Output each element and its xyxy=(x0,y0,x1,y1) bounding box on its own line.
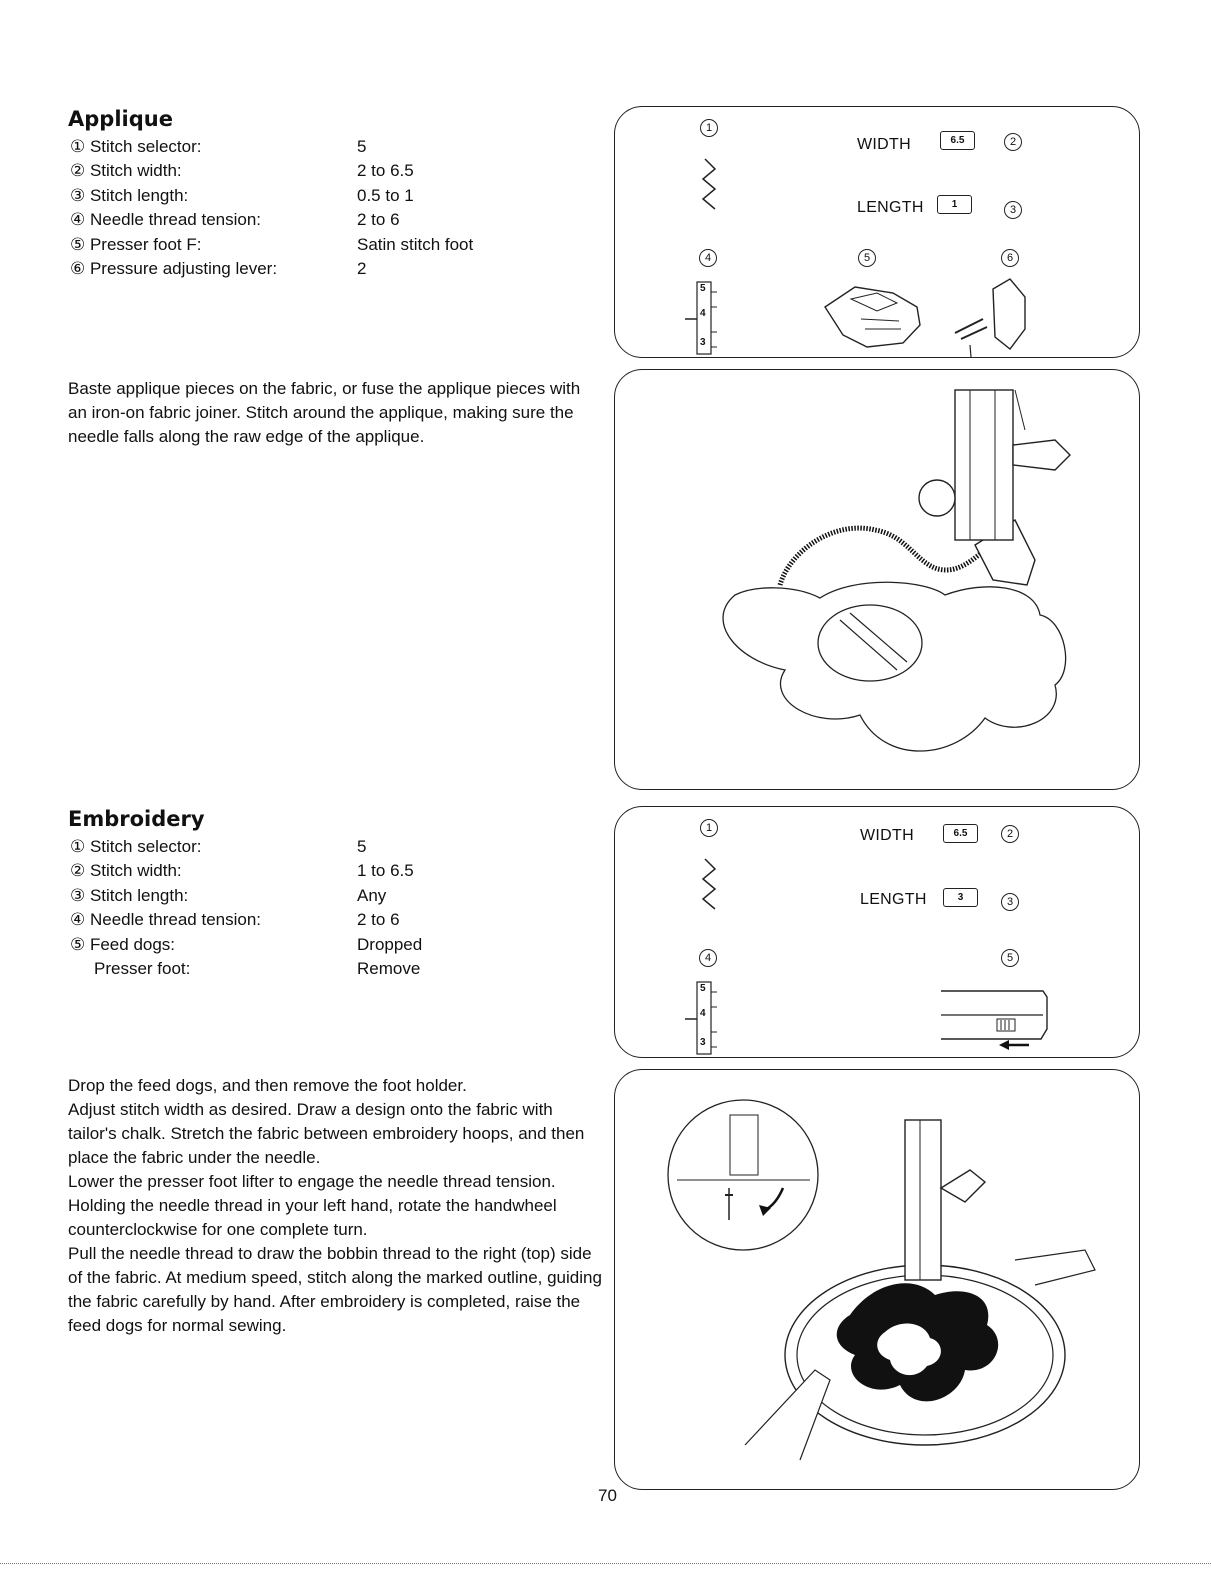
setting-value: Satin stitch foot xyxy=(357,234,474,254)
callout-6: 6 xyxy=(1001,249,1019,267)
callout-3: 3 xyxy=(1004,201,1022,219)
tension-mark-5: 5 xyxy=(700,983,706,994)
callout-1: 1 xyxy=(700,119,718,137)
callout-2: 2 xyxy=(1004,133,1022,151)
length-label: LENGTH xyxy=(857,199,924,216)
setting-label: ② Stitch width: xyxy=(70,161,182,181)
embroidery-settings xyxy=(70,835,550,981)
setting-row xyxy=(70,933,550,957)
setting-label: ③ Stitch length: xyxy=(70,185,189,205)
callout-5: 5 xyxy=(1001,949,1019,967)
setting-row xyxy=(70,257,550,281)
setting-row xyxy=(70,835,550,859)
callout-4: 4 xyxy=(699,949,717,967)
setting-row xyxy=(70,884,550,908)
instruction-paragraph: Adjust stitch width as desired. Draw a design onto the fabric with tailor's chalk. Stretch the fabric between embroidery hoops, and then place the fabric under the needle. xyxy=(68,1100,585,1167)
applique-title: Applique xyxy=(68,107,173,131)
length-dial: 1 xyxy=(937,195,972,214)
embroidery-title: Embroidery xyxy=(68,807,205,831)
tension-mark-4: 4 xyxy=(700,1008,706,1019)
setting-row xyxy=(70,208,550,232)
tension-mark-3: 3 xyxy=(700,1037,706,1048)
setting-row xyxy=(70,859,550,883)
setting-label: ④ Needle thread tension: xyxy=(70,210,262,230)
tension-mark-5: 5 xyxy=(700,283,706,294)
setting-label: ③ Stitch length: xyxy=(70,885,189,905)
setting-value: 2 xyxy=(357,258,367,278)
setting-value: 5 xyxy=(357,137,367,156)
setting-value: 2 to 6 xyxy=(357,210,400,230)
callout-3: 3 xyxy=(1001,893,1019,911)
setting-row xyxy=(70,184,550,208)
setting-label: ④ Needle thread tension: xyxy=(70,910,262,930)
callout-5: 5 xyxy=(858,249,876,267)
length-label: LENGTH xyxy=(860,891,927,908)
instruction-paragraph: Pull the needle thread to draw the bobbin thread to the right (top) side of the fabric. At medium speed, stitch along the marked outline, guiding the fabric carefully by hand. After embroidery is completed, raise the feed dogs for normal sewing. xyxy=(68,1244,602,1335)
applique-illustration xyxy=(614,369,1140,790)
setting-label: ⑤ Feed dogs: xyxy=(70,934,176,954)
setting-value: 1 to 6.5 xyxy=(357,861,414,881)
callout-2: 2 xyxy=(1001,825,1019,843)
setting-row xyxy=(70,135,550,159)
applique-settings xyxy=(70,135,550,281)
applique-settings-panel xyxy=(614,106,1140,358)
embroidery-instructions xyxy=(68,1074,603,1338)
embroidery-illustration xyxy=(614,1069,1140,1490)
tension-mark-4: 4 xyxy=(700,308,706,319)
setting-label: Presser foot: xyxy=(94,958,191,978)
callout-1: 1 xyxy=(700,819,718,837)
width-label: WIDTH xyxy=(857,136,911,153)
setting-value: 0.5 to 1 xyxy=(357,185,414,205)
tension-mark-3: 3 xyxy=(700,337,706,348)
setting-value: 2 to 6 xyxy=(357,910,400,930)
setting-value: 2 to 6.5 xyxy=(357,161,414,181)
instruction-paragraph: Lower the presser foot lifter to engage the needle thread tension. Holding the needle thread in your left hand, rotate the handwheel counterclockwise for one complete turn. xyxy=(68,1172,557,1239)
width-dial: 6.5 xyxy=(940,131,975,150)
setting-row xyxy=(70,957,550,981)
width-dial: 6.5 xyxy=(943,824,978,843)
setting-label: ① Stitch selector: xyxy=(70,837,202,856)
flower-applique-illustration xyxy=(615,370,1140,790)
embroidery-hoop-illustration xyxy=(615,1070,1140,1490)
setting-label: ② Stitch width: xyxy=(70,861,182,881)
callout-4: 4 xyxy=(699,249,717,267)
embroidery-settings-panel xyxy=(614,806,1140,1058)
setting-label: ⑤ Presser foot F: xyxy=(70,234,202,254)
setting-value: Dropped xyxy=(357,934,423,954)
page-edge-divider xyxy=(0,1563,1211,1565)
setting-label: ⑥ Pressure adjusting lever: xyxy=(70,258,278,278)
setting-value: Any xyxy=(357,885,387,905)
length-dial: 3 xyxy=(943,888,978,907)
applique-instructions: Baste applique pieces on the fabric, or fuse the applique pieces with an iron-on fabric joiner. Stitch around the applique, making sure the needle falls along the raw edge of the applique. xyxy=(68,379,581,446)
setting-row xyxy=(70,159,550,183)
instruction-paragraph: Drop the feed dogs, and then remove the foot holder. xyxy=(68,1076,467,1095)
page-number: 70 xyxy=(598,1486,617,1505)
setting-row xyxy=(70,908,550,932)
setting-value: 5 xyxy=(357,837,367,856)
width-label: WIDTH xyxy=(860,827,914,844)
setting-value: Remove xyxy=(357,958,421,978)
setting-row xyxy=(70,233,550,257)
setting-label: ① Stitch selector: xyxy=(70,137,202,156)
